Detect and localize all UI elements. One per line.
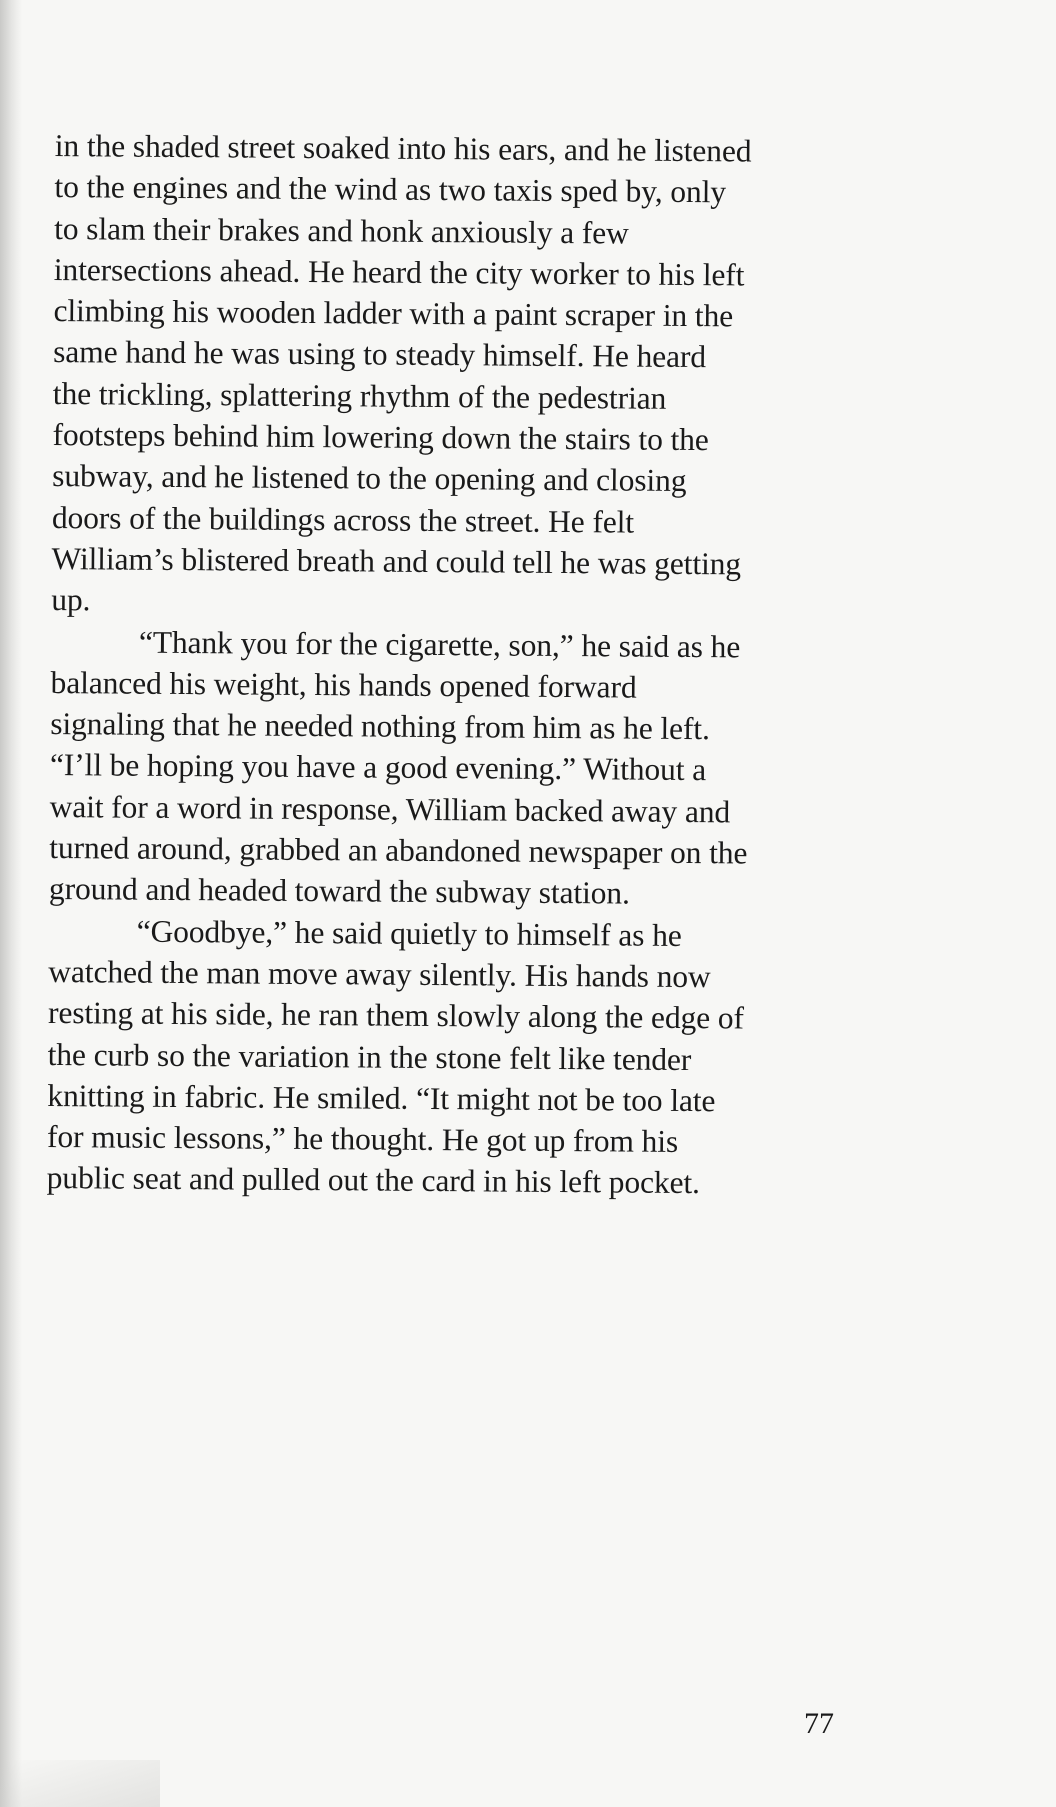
text-line: turned around, grabbed an abandoned newspaper on the (49, 830, 748, 871)
text-line: balanced his weight, his hands opened forward (50, 664, 637, 705)
text-line: William’s blistered breath and could tell he was getting (51, 540, 742, 582)
page-number: 77 (804, 1707, 834, 1740)
body-text (47, 125, 825, 1205)
text-line: climbing his wooden ladder with a paint scraper in the (53, 293, 734, 334)
paragraph-first-line: “Thank you for the cigarette, son,” he said as he (138, 624, 741, 664)
page-corner-shadow (0, 1760, 160, 1807)
text-line: watched the man move away silently. His hands now (48, 953, 711, 995)
text-line: doors of the buildings across the street. He felt (51, 499, 635, 540)
text-line: resting at his side, he ran them slowly along the edge of (47, 995, 745, 1036)
text-line: for music lessons,” he thought. He got up from his (46, 1119, 679, 1160)
text-line: the trickling, splattering rhythm of the pedestrian (52, 375, 667, 416)
text-line: wait for a word in response, William backed away and (49, 788, 731, 830)
text-line: “I’ll be hoping you have a good evening.” Without a (49, 747, 707, 788)
text-line: the curb so the variation in the stone felt like tender (47, 1036, 692, 1077)
text-line: to the engines and the wind as two taxis sped by, only (54, 169, 727, 210)
paragraph-first-line: “Goodbye,” he said quietly to himself as he (136, 913, 682, 953)
text-line: subway, and he listened to the opening and closing (52, 458, 687, 499)
text-line: footsteps behind him lowering down the stairs to the (52, 417, 709, 458)
text-line: in the shaded street soaked into his ears, and he listened (54, 127, 752, 169)
text-line: public seat and pulled out the card in his left pocket. (46, 1160, 701, 1201)
text-line: same hand he was using to steady himself. He heard (53, 334, 707, 375)
text-line: to slam their brakes and honk anxiously a few (54, 210, 629, 251)
text-line: intersections ahead. He heard the city worker to his left (53, 251, 745, 293)
text-line: ground and headed toward the subway station. (48, 871, 630, 911)
text-line: knitting in fabric. He smiled. “It might not be too late (47, 1077, 716, 1119)
binding-gutter-shadow (0, 0, 22, 1807)
text-line: signaling that he needed nothing from him as he left. (50, 706, 710, 747)
text-line: up. (51, 582, 91, 618)
